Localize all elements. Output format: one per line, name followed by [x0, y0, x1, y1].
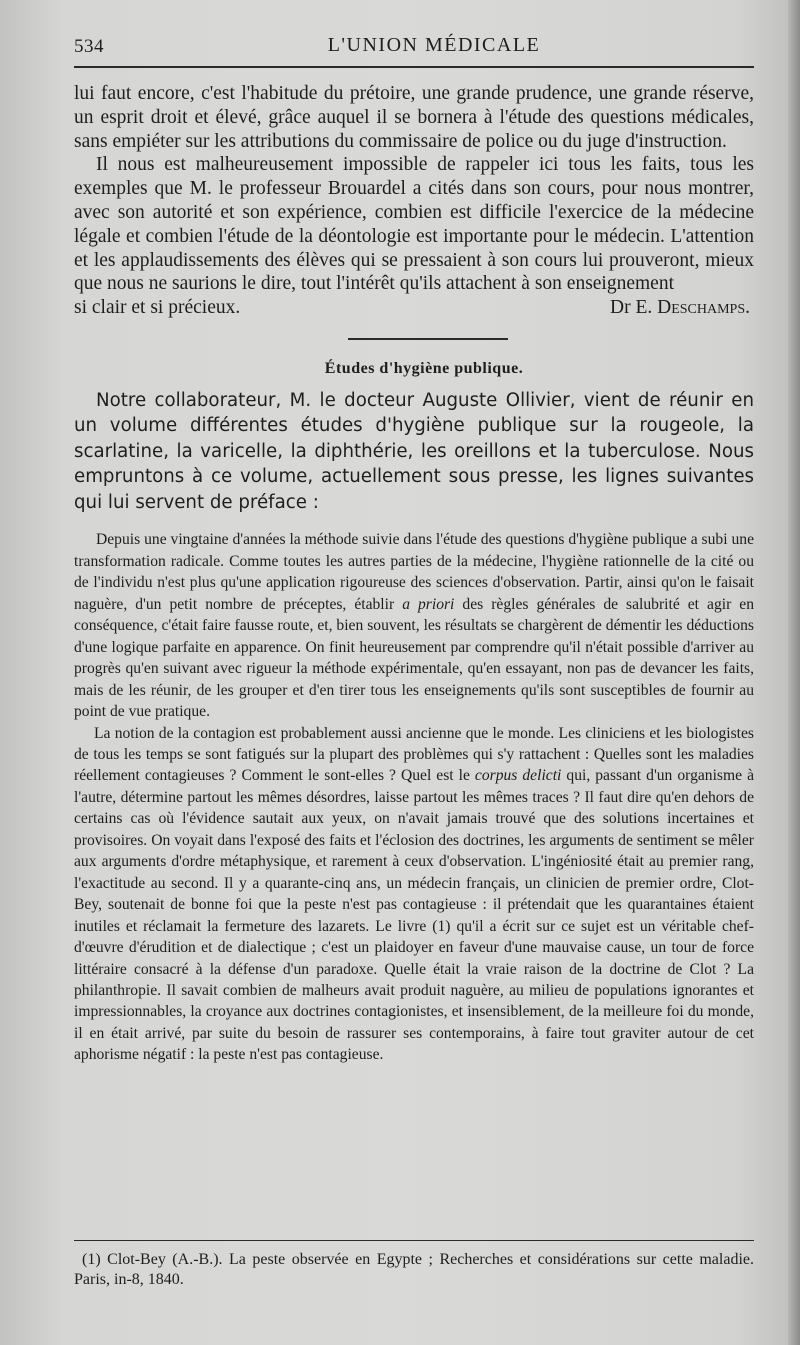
signature-name: Deschamps.	[657, 297, 750, 319]
page-header	[74, 32, 754, 62]
paragraph-brouardel: Il nous est malheureusement impossible de rappeler ici tous les faits, tous les exemples que M. le professeur Brouardel a cités dans son cours, pour nous montrer, avec son autorité et son expérience, combien est difficile l'exercice de la médecine légale et combien l'étude de la déontologie est importante pour le médecin. L'attention et les applaudissements des élèves qui se pressaient à son cours lui prouveront, mieux que nous ne saurions le dire, tout l'intérêt qu'ils attachent à son enseignement	[74, 154, 754, 295]
running-title: L'UNION MÉDICALE	[327, 34, 541, 56]
footnote: (1) Clot-Bey (A.-B.). La peste observée en Egypte ; Recherches et considérations sur cette maladie. Paris, in-8, 1840.	[74, 1251, 754, 1288]
preface-p2-part-b: qui, passant d'un organisme à l'autre, détermine partout les mêmes désordres, laisse partout les mêmes traces ? Il faut dire qu'en dehors de certains cas où l'évidence sautait aux yeux, on n'avait jamais trouvé que des solutions incertaines et provisoires. On voyait dans l'exposé des faits et l'éclosion des doctrines, les arguments de sentiment se mêler aux arguments d'ordre métaphysique, et rarement à ceux d'observation. L'ingéniosité était au premier rang, l'exactitude au second. Il y a quarante-cinq ans, un médecin français, un clinicien de premier ordre, Clot-Bey, soutenait de bonne foi que la peste n'est pas contagieuse : il prétendait que les quarantaines étaient inutiles et réclamait la fermeture des lazarets. Le livre (1) qu'il a écrit sur ce sujet est un véritable chef-d'œuvre d'érudition et de dialectique ; c'est un plaidoyer en faveur d'une mauvaise cause, un tour de force littéraire consacré à la défense d'un paradoxe. Quelle était la vraie raison de la doctrine de Clot ? La philanthropie. Il savait combien de malheurs avait produit naguère, au milieu de populations ignorantes et impressionnables, la croyance aux doctrines contagionistes, et insensiblement, de la meilleure foi du monde, il en était arrivé, par suite du besoin de rassurer ses contemporains, à faire tout graviter autour de cet aphorisme négatif : la peste n'est pas contagieuse.	[74, 767, 754, 1064]
preface-paragraph-2	[74, 723, 754, 1066]
book-spine-shadow	[788, 0, 800, 1345]
page-number: 534	[74, 36, 104, 57]
paragraph-end: si clair et si précieux.	[74, 297, 241, 319]
preface-p1-emphasis: a priori	[402, 595, 455, 613]
footnote-rule	[74, 1240, 754, 1241]
preface-paragraph-1	[74, 529, 754, 722]
page-body	[74, 82, 754, 1066]
intro-paragraph: Notre collaborateur, M. le docteur Auguste Ollivier, vient de réunir en un volume différentes études d'hygiène publique sur la rougeole, la scarlatine, la varicelle, la diphthérie, les oreillons et la tuberculose. Nous empruntons à ce volume, actuellement sous presse, les lignes suivantes qui lui servent de préface :	[74, 389, 754, 513]
paragraph-continuation: lui faut encore, c'est l'habitude du prétoire, une grande prudence, une grande réserve, un esprit droit et élevé, grâce auquel il se bornera à l'étude des questions médicales, sans empiéter sur les attributions du commissaire de police ou du juge d'instruction.	[74, 83, 754, 152]
paragraph-signature-line	[74, 296, 754, 320]
preface-p1-part-b: des règles générales de salubrité et agir en conséquence, c'était faire fausse route, et, bien souvent, les résultats se chargèrent de démentir les déductions d'une logique parfaite en apparence. On finit heureusement par comprendre qu'il n'était possible d'arriver au progrès qu'en suivant avec rigueur la méthode expérimentale, qu'en essayant, non pas de devancer les faits, mais de les réunir, de les grouper et d'en tirer tous les enseignements qu'ils sont susceptibles de fournir au point de vue pratique.	[74, 595, 754, 721]
section-divider	[348, 338, 508, 340]
preface-p2-emphasis: corpus delicti	[474, 767, 562, 785]
preface-quote	[74, 529, 754, 1065]
signature-title: Dr E.	[610, 297, 653, 319]
preface-p1-part-a: Depuis une vingtaine d'années la méthode suivie dans l'étude des questions d'hygiène publique a subi une transformation radicale. Comme toutes les autres parties de la médecine, l'hygiène rationnelle de la cité ou de l'individu n'est plus qu'une application rigoureuse des sciences d'observation. Partir, ainsi qu'on le faisait naguère, d'un petit nombre de préceptes, établir	[74, 531, 754, 613]
header-rule	[74, 66, 754, 68]
author-signature	[610, 296, 750, 320]
preface-p2-part-a: La notion de la contagion est probablement aussi ancienne que le monde. Les cliniciens et les biologistes de tous les temps se sont fatigués sur la plupart des problèmes qui s'y rattachent : Quelles sont les maladies réellement contagieuses ? Comment le sont-elles ? Quel est le	[74, 724, 754, 785]
section-title: Études d'hygiène publique.	[324, 359, 524, 377]
